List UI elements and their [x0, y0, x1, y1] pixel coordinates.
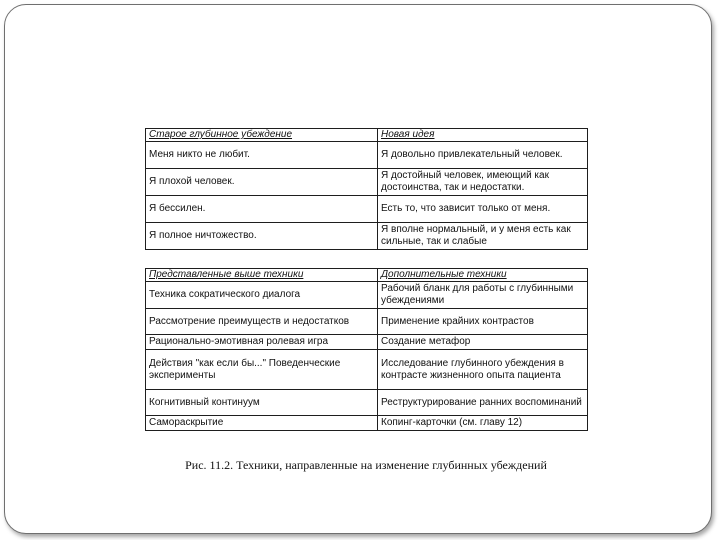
table-row: [146, 282, 588, 309]
table-header-row: [146, 269, 588, 282]
table-row: [146, 169, 588, 196]
additional-technique-cell: Исследование глубинного убеждения в контрасте жизненного опыта пациента: [378, 350, 588, 390]
old-belief-cell: Я бессилен.: [146, 196, 378, 223]
header-new-idea: Новая идея: [378, 129, 588, 142]
table-row: [146, 196, 588, 223]
additional-technique-cell: Копинг-карточки (см. главу 12): [378, 416, 588, 431]
additional-technique-cell: Рабочий бланк для работы с глубинными убеждениями: [378, 282, 588, 309]
old-belief-cell: Я полное ничтожество.: [146, 223, 378, 250]
table-row: [146, 142, 588, 169]
table-row: [146, 309, 588, 335]
presented-technique-cell: Рассмотрение преимуществ и недостатков: [146, 309, 378, 335]
table-row: [146, 223, 588, 250]
header-additional-techniques: Дополнительные техники: [378, 269, 588, 282]
presented-technique-cell: Рационально-эмотивная ролевая игра: [146, 335, 378, 350]
presented-technique-cell: Техника сократического диалога: [146, 282, 378, 309]
figure-caption: Рис. 11.2. Техники, направленные на изменение глубинных убеждений: [185, 458, 547, 472]
old-belief-cell: Я плохой человек.: [146, 169, 378, 196]
new-idea-cell: Есть то, что зависит только от меня.: [378, 196, 588, 223]
table-row: [146, 416, 588, 431]
table-row: [146, 390, 588, 416]
additional-technique-cell: Реструктурирование ранних воспоминаний: [378, 390, 588, 416]
table-row: [146, 335, 588, 350]
new-idea-cell: Я довольно привлекательный человек.: [378, 142, 588, 169]
header-presented-techniques: Представленные выше техники: [146, 269, 378, 282]
additional-technique-cell: Создание метафор: [378, 335, 588, 350]
table-header-row: [146, 129, 588, 142]
techniques-table: [145, 268, 588, 431]
presented-technique-cell: Действия "как если бы..." Поведенческие эксперименты: [146, 350, 378, 390]
old-belief-cell: Меня никто не любит.: [146, 142, 378, 169]
header-old-belief: Старое глубинное убеждение: [146, 129, 378, 142]
table-row: [146, 350, 588, 390]
new-idea-cell: Я достойный человек, имеющий как достоинства, так и недостатки.: [378, 169, 588, 196]
new-idea-cell: Я вполне нормальный, и у меня есть как сильные, так и слабые: [378, 223, 588, 250]
beliefs-table: [145, 128, 588, 250]
additional-technique-cell: Применение крайних контрастов: [378, 309, 588, 335]
presented-technique-cell: Когнитивный континуум: [146, 390, 378, 416]
presented-technique-cell: Самораскрытие: [146, 416, 378, 431]
